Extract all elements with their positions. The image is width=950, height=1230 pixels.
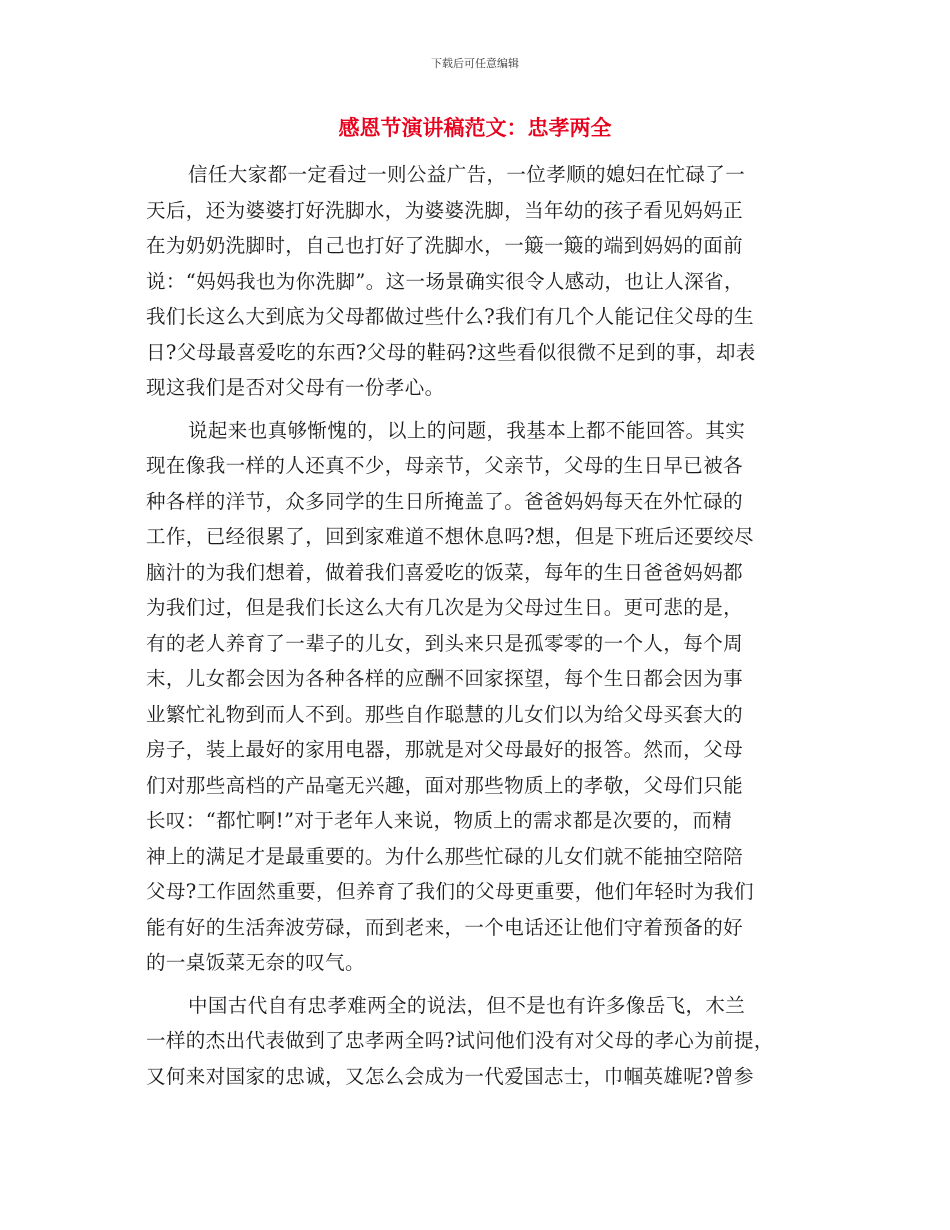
text-line: 为我们过，但是我们长这么大有几次是为父母过生日。更可悲的是， xyxy=(146,596,744,619)
text-line: 天后，还为婆婆打好洗脚水，为婆婆洗脚，当年幼的孩子看见妈妈正 xyxy=(146,198,744,222)
text-line: 脑汁的为我们想着，做着我们喜爱吃的饭菜，每年的生日爸爸妈妈都 xyxy=(146,560,744,584)
text-line: 房子，装上最好的家用电器，那就是对父母最好的报答。然而，父母 xyxy=(146,738,744,761)
text-line: 我们长这么大到底为父母都做过些什么?我们有几个人能记住父母的生 xyxy=(146,305,754,328)
paragraph-3 xyxy=(146,988,818,1095)
text-line: 神上的满足才是最重要的。为什么那些忙碌的儿女们就不能抽空陪陪 xyxy=(146,844,744,868)
text-line: 日?父母最喜爱吃的东西?父母的鞋码?这些看似很微不足到的事，却表 xyxy=(146,340,756,364)
text-line: 长叹：“都忙啊!”对于老年人来说，物质上的需求都是次要的，而精 xyxy=(146,809,733,832)
document-body xyxy=(146,157,818,1094)
text-line: 现在像我一样的人还真不少，母亲节，父亲节，父母的生日早已被各 xyxy=(146,454,744,477)
text-line: 信任大家都一定看过一则公益广告，一位孝顺的媳妇在忙碌了一 xyxy=(188,163,746,186)
text-line: 在为奶奶洗脚时，自己也打好了洗脚水，一簸一簸的端到妈妈的面前 xyxy=(146,234,744,257)
text-line: 一样的杰出代表做到了忠孝两全吗?试问他们没有对父母的孝心为前提， xyxy=(146,1029,774,1052)
text-line: 种各样的洋节，众多同学的生日所掩盖了。爸爸妈妈每天在外忙碌的 xyxy=(146,489,744,513)
text-line: 说起来也真够惭愧的，以上的问题，我基本上都不能回答。其实 xyxy=(188,418,746,442)
text-line: 的一桌饭菜无奈的叹气。 xyxy=(146,951,365,974)
text-line: 说：“妈妈我也为你洗脚”。这一场景确实很令人感动，也让人深省， xyxy=(146,269,744,293)
text-line: 工作，已经很累了，回到家难道不想休息吗?想，但是下班后还要绞尽 xyxy=(146,525,754,548)
text-line: 们对那些高档的产品毫无兴趣，面对那些物质上的孝敬，父母们只能 xyxy=(146,773,744,797)
text-line: 父母?工作固然重要，但养育了我们的父母更重要，他们年轻时为我们 xyxy=(146,880,754,903)
text-line: 能有好的生活奔波劳碌，而到老来，一个电话还让他们守着预备的好 xyxy=(146,915,744,939)
document-title: 感恩节演讲稿范文：忠孝两全 xyxy=(338,116,612,140)
text-line: 中国古代自有忠孝难两全的说法，但不是也有许多像岳飞，木兰 xyxy=(188,993,746,1017)
text-line: 现这我们是否对父母有一份孝心。 xyxy=(146,376,445,399)
header-note: 下载后可任意编辑 xyxy=(431,57,519,70)
text-line: 有的老人养育了一辈子的儿女，到头来只是孤零零的一个人，每个周 xyxy=(146,631,744,655)
text-line: 又何来对国家的忠诚，又怎么会成为一代爱国志士，巾帼英雄呢?曾参 xyxy=(146,1064,754,1088)
text-line: 业繁忙礼物到而人不到。那些自作聪慧的儿女们以为给父母买套大的 xyxy=(146,702,744,726)
paragraph-1 xyxy=(146,157,818,406)
paragraph-2 xyxy=(146,413,818,981)
text-line: 末，儿女都会因为各种各样的应酬不回家探望，每个生日都会因为事 xyxy=(146,667,744,690)
